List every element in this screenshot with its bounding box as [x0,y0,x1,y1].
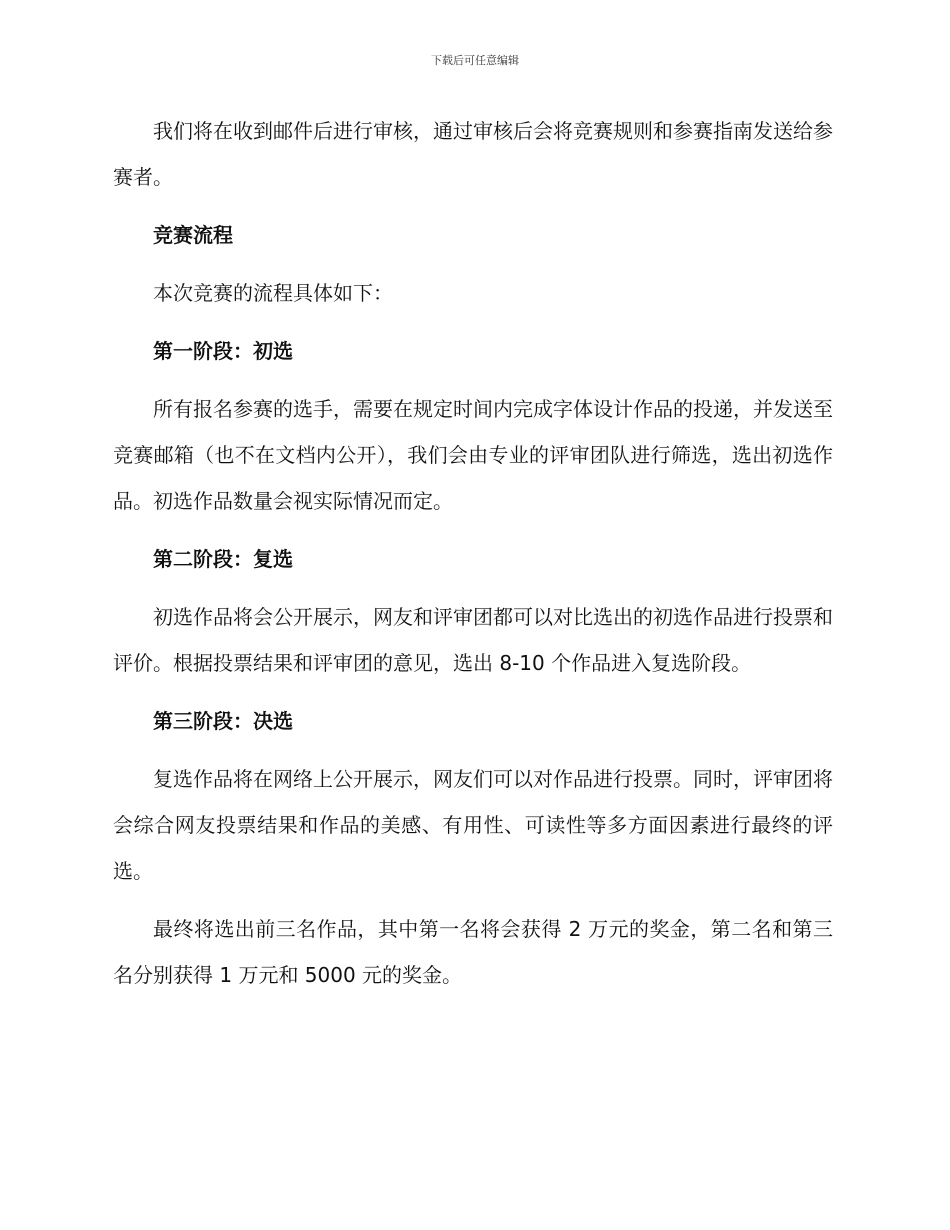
prize-paragraph: 最终将选出前三名作品，其中第一名将会获得 2 万元的奖金，第二名和第三名分别获得 1 万元和 5000 元的奖金。 [113,917,833,987]
document-body [113,108,833,998]
stage2-heading: 第二阶段：复选 [153,547,293,571]
stage2-paragraph: 初选作品将会公开展示，网友和评审团都可以对比选出的初选作品进行投票和评价。根据投票结果和评审团的意见，选出 8-10 个作品进入复选阶段。 [113,605,833,675]
stage3-paragraph: 复选作品将在网络上公开展示，网友们可以对作品进行投票。同时，评审团将会综合网友投票结果和作品的美感、有用性、可读性等多方面因素进行最终的评选。 [113,767,833,883]
page-header: 下载后可任意编辑 [431,54,519,67]
process-intro-paragraph: 本次竞赛的流程具体如下： [153,281,393,305]
stage3-heading: 第三阶段：决选 [153,709,293,733]
stage1-heading: 第一阶段：初选 [153,339,293,363]
intro-paragraph: 我们将在收到邮件后进行审核，通过审核后会将竞赛规则和参赛指南发送给参赛者。 [113,119,833,189]
process-heading: 竞赛流程 [153,223,233,247]
stage1-paragraph: 所有报名参赛的选手，需要在规定时间内完成字体设计作品的投递，并发送至竞赛邮箱（也不在文档内公开），我们会由专业的评审团队进行筛选，选出初选作品。初选作品数量会视实际情况而定。 [113,397,833,513]
